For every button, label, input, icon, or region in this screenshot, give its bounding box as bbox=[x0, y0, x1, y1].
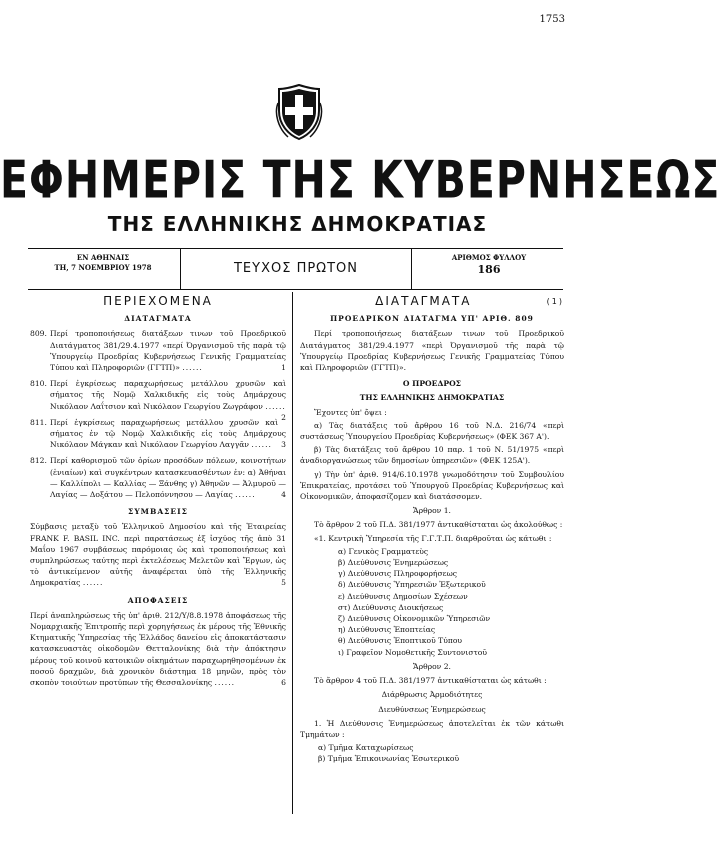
article-list-item: γ) Διεύθυνσις Πληροφορήσεως bbox=[338, 569, 458, 579]
entry-leader: ...... bbox=[182, 363, 203, 373]
entry-text: Περί ἐγκρίσεως παραχωρήσεως μετάλλου χρυσῶν καὶ σήματος τῆς Νομῷ Χαλκιδικῆς εἰς τοὺς Δημάρχους Νικόλαον Λαΐτσιον καὶ Νικόλαον Γεωργίου Ζωγράφον bbox=[50, 379, 286, 411]
consideration-item: γ) Τὴν ὑπ' ἀριθ. 914/6.10.1978 γνωμοδότησιν τοῦ Συμβουλίου Ἐπικρατείας, προτάσει τοῦ Ὑπουργοῦ Προεδρίας Κυβερνήσεως καὶ Οἰκονομικῶν, ἀποφασίζομεν καὶ διατάσσομεν. bbox=[300, 469, 564, 502]
article-list-item: β) Διεύθυνσις Ἐνημερώσεως bbox=[338, 558, 449, 568]
consideration-item: α) Τὰς διατάξεις τοῦ ἄρθρου 16 τοῦ Ν.Δ. 216/74 «περὶ συστάσεως Ὑπουργείου Προεδρίας Κυβερνήσεως» (ΦΕΚ 367 Α'). bbox=[300, 420, 564, 442]
article-2-subheading: Διευθύνσεως Ἐνημερώσεως bbox=[378, 704, 486, 714]
gazette-subtitle: ΤΗΣ ΕΛΛΗΝΙΚΗΣ ΔΗΜΟΚΡΑΤΙΑΣ bbox=[107, 212, 488, 236]
article-list-item: δ) Διεύθυνσις Ὑπηρεσιῶν Ἐξωτερικοῦ bbox=[338, 580, 486, 590]
decrees-heading bbox=[300, 296, 564, 307]
entry-number: 812. bbox=[30, 456, 47, 466]
contents-entry[interactable] bbox=[30, 328, 286, 373]
entry-text: Περί ἐγκρίσεως παραχωρήσεως μετάλλου χρυσῶν καὶ σήματος ἐν τῷ Νομῷ Χαλκιδικῆς εἰς τοὺς Δημάρχους Νικόλαον Μάγκαν καὶ Νικόλαον Γεωργίου Λαγγᾶν bbox=[50, 417, 286, 450]
contents-decrees-heading: ΔΙΑΤΑΓΜΑΤΑ bbox=[124, 314, 192, 324]
entry-text: Περί τροποποιήσεως διατάξεων τινων τοῦ Προεδρικοῦ Διατάγματος 381/29.4.1977 «περί Ὀργανισμοῦ τῆς παρὰ τῷ Ὑπουργείῳ Προεδρίας Κυβερνήσεως Γενικῆς Γραμματείας Τύπου καὶ Πληροφοριῶν (ΓΓΤΠ)» bbox=[50, 329, 286, 373]
article-list-item: ι) Γραφεῖον Νομοθετικῆς Συντονιστοῦ bbox=[338, 647, 487, 657]
article-list-item: η) Διεύθυνσις Ἐποπτείας bbox=[338, 625, 436, 635]
consideration-item: β) Τὰς διατάξεις τοῦ ἄρθρου 10 παρ. 1 τοῦ Ν. 51/1975 «περὶ ἀναδιοργανώσεως τῶν δημοσίων ὑπηρεσιῶν» (ΦΕΚ 125Α'). bbox=[300, 445, 564, 466]
issue-place-date bbox=[28, 253, 178, 273]
issue-date: ΤΗ, 7 ΝΟΕΜΒΡΙΟΥ 1978 bbox=[54, 263, 152, 272]
article-list-item: α) Γενικὸς Γραμματεὺς bbox=[338, 546, 429, 556]
article-2-text: Τὸ ἄρθρον 4 τοῦ Π.Δ. 381/1977 ἀντικαθίσταται ὡς κάτωθι : bbox=[314, 676, 547, 686]
president-title: Ο ΠΡΟΕΔΡΟΣ bbox=[402, 379, 462, 389]
entry-page: 3 bbox=[281, 440, 286, 450]
issue-number-label: ΑΡΙΘΜΟΣ ΦΥΛΛΟΥ bbox=[451, 253, 527, 262]
entry-page: 6 bbox=[281, 678, 286, 688]
article-list-item: στ) Διεύθυνσις Διοικήσεως bbox=[338, 602, 444, 612]
contents-decisions-heading: ΑΠΟΦΑΣΕΙΣ bbox=[127, 595, 189, 605]
decree-heading: ΠΡΟΕΔΡΙΚΟΝ ΔΙΑΤΑΓΜΑ ΥΠ' ΑΡΙΘ. 809 bbox=[330, 314, 534, 324]
entry-text: Περί ἀναπληρώσεως τῆς ὑπ' ἀριθ. 212/Υ/8.8.1978 ἀποφάσεως τῆς Νομαρχιακῆς Ἐπιτροπῆς περὶ χορηγήσεως ἐκ μέρους τῆς Ἐθνικῆς Κτηματικῆς Ὑπηρεσίας τῆς Ἑλλάδος δανείου εἰς ἀποκατάστασιν κατασκευαστὰς οἰκοδομῶν Θετταλονίκης διὰ τὴν ἀπόκτησιν μέρους τοῦ κοινοῦ κατοικιῶν οἰκημάτων παραχωρηθησομένων ἐκ ποσοῦ δραχμῶν, διὰ χρονικὸν διάστημα 18 μηνῶν, πρὸς τὸν σκοπὸν τοιούτων προτύπων τῆς Θεσσαλονίκης bbox=[30, 610, 286, 688]
issue-series: ΤΕΥΧΟΣ ΠΡΩΤΟΝ bbox=[233, 261, 359, 276]
entry-page: 4 bbox=[281, 490, 286, 500]
column-divider bbox=[292, 292, 293, 814]
article-2-paragraph: 1. Ἡ Διεύθυνσις Ἐνημερώσεως ἀποτελεῖται ἐκ τῶν κάτωθι Τμημάτων : bbox=[300, 718, 564, 739]
contents-column bbox=[30, 296, 286, 693]
contents-entry[interactable] bbox=[30, 521, 286, 588]
issue-series-box bbox=[180, 249, 412, 289]
contents-heading: ΠΕΡΙΕΧΟΜΕΝΑ bbox=[103, 294, 213, 308]
entry-number: 810. bbox=[30, 379, 47, 389]
entry-leader: ...... bbox=[251, 440, 272, 450]
article-1-title: Ἄρθρον 1. bbox=[413, 506, 451, 516]
decree-intro: Περί τροποποιήσεως διατάξεων τινων τοῦ Προεδρικοῦ Διατάγματος 381/29.4.1977 «περὶ Ὀργανισμοῦ τῆς παρὰ τῷ Ὑπουργείῳ Προεδρίας Κυβερνήσεως Γενικῆς Γραμματείας Τύπου καὶ Πληροφοριῶν (ΓΓΤΠ)». bbox=[300, 329, 564, 373]
entry-text: Περί καθορισμοῦ τῶν ὁρίων προσόδων πόλεων, κοινοτήτων (ἑνιαίων) καὶ συγκέντρων κατασκευασθέντων ἐν: α) Ἀθήναι — Καλλίπολι — Καλλίας — Ξάνθης γ) Ἀθηνῶν — Ἀλμυροῦ — Λαγίας — Δοξάτου — Πελοπόννησου — Λαγίας bbox=[50, 456, 286, 500]
entry-leader: ...... bbox=[265, 401, 286, 411]
entry-number: 811. bbox=[30, 417, 47, 427]
article-1-sub: «1. Κεντρικὴ Ὑπηρεσία τῆς Γ.Γ.Τ.Π. διαρθροῦται ὡς κάτωθι : bbox=[314, 533, 552, 543]
page-number: 1753 bbox=[539, 14, 565, 25]
issue-place: ΕΝ ΑΘΗΝΑΙΣ bbox=[76, 253, 130, 262]
article-2-title: Ἄρθρον 2. bbox=[413, 661, 451, 671]
article-list-item: θ) Διεύθυνσις Ἐποπτικοῦ Τύπου bbox=[338, 636, 463, 646]
entry-page: 1 bbox=[281, 363, 286, 373]
issue-header bbox=[28, 248, 563, 290]
decrees-heading-text: ΔΙΑΤΑΓΜΑΤΑ bbox=[375, 294, 472, 308]
article-2-subheading: Διάρθρωσις Ἀρμοδιότητες bbox=[381, 690, 483, 700]
issue-number-box bbox=[419, 253, 559, 275]
article-list-item: ε) Διεύθυνσις Δημοσίων Σχέσεων bbox=[338, 591, 468, 601]
entry-leader: ...... bbox=[82, 578, 104, 588]
contents-contracts-heading: ΣΥΜΒΑΣΕΙΣ bbox=[128, 507, 188, 517]
article-list-item: α) Τμῆμα Καταχωρίσεως bbox=[318, 743, 414, 753]
entry-leader: ...... bbox=[235, 490, 256, 500]
article-list-item: β) Τμῆμα Ἐπικοινωνίας Ἐσωτερικοῦ bbox=[318, 754, 460, 764]
contents-entry[interactable] bbox=[30, 417, 286, 451]
gazette-title: ΕΦΗΜΕΡΙΣ ΤΗΣ ΚΥΒΕΡΝΗΣΕΩΣ bbox=[0, 150, 720, 210]
contents-entry[interactable] bbox=[30, 455, 286, 500]
contents-entry[interactable] bbox=[30, 610, 286, 688]
issue-number: 186 bbox=[477, 263, 501, 276]
entry-page: 5 bbox=[281, 578, 286, 588]
article-list-item: ζ) Διεύθυνσις Οἰκονομικῶν Ὑπηρεσιῶν bbox=[338, 614, 491, 624]
entry-page: 2 bbox=[281, 412, 286, 422]
article-1-text: Τὸ ἄρθρον 2 τοῦ Π.Δ. 381/1977 ἀντικαθίσταται ὡς ἀκολούθως : bbox=[314, 520, 563, 530]
entry-leader: ...... bbox=[214, 678, 236, 688]
considering-text: Ἔχοντες ὑπ' ὄψει : bbox=[314, 407, 387, 417]
decree-column bbox=[300, 296, 564, 765]
footnote-mark: (1) bbox=[546, 297, 564, 306]
entry-number: 809. bbox=[30, 329, 47, 339]
republic-title: ΤΗΣ ΕΛΛΗΝΙΚΗΣ ΔΗΜΟΚΡΑΤΙΑΣ bbox=[359, 393, 505, 403]
entry-text: Σύμβασις μεταξὺ τοῦ Ἑλληνικοῦ Δημοσίου καὶ τῆς Ἑταιρείας FRANK F. BASIL INC. περὶ παρατάσεως ἐξ ἰσχύος τῆς ἀπὸ 31 Μαΐου 1967 συμβάσεως παρόμοιας ὡς καὶ τροποποιήσεως καὶ συμπληρώσεως ταύτης περὶ ἐκτελέσεως Μελετῶν καὶ Ἔργων, ὡς τὸ ἀντικείμενον αὐτῆς ἀναφέρεται ὑπὸ τῆς Ἑλληνικῆς Δημοκρατίας bbox=[30, 522, 286, 588]
coat-of-arms-emblem bbox=[276, 83, 322, 141]
